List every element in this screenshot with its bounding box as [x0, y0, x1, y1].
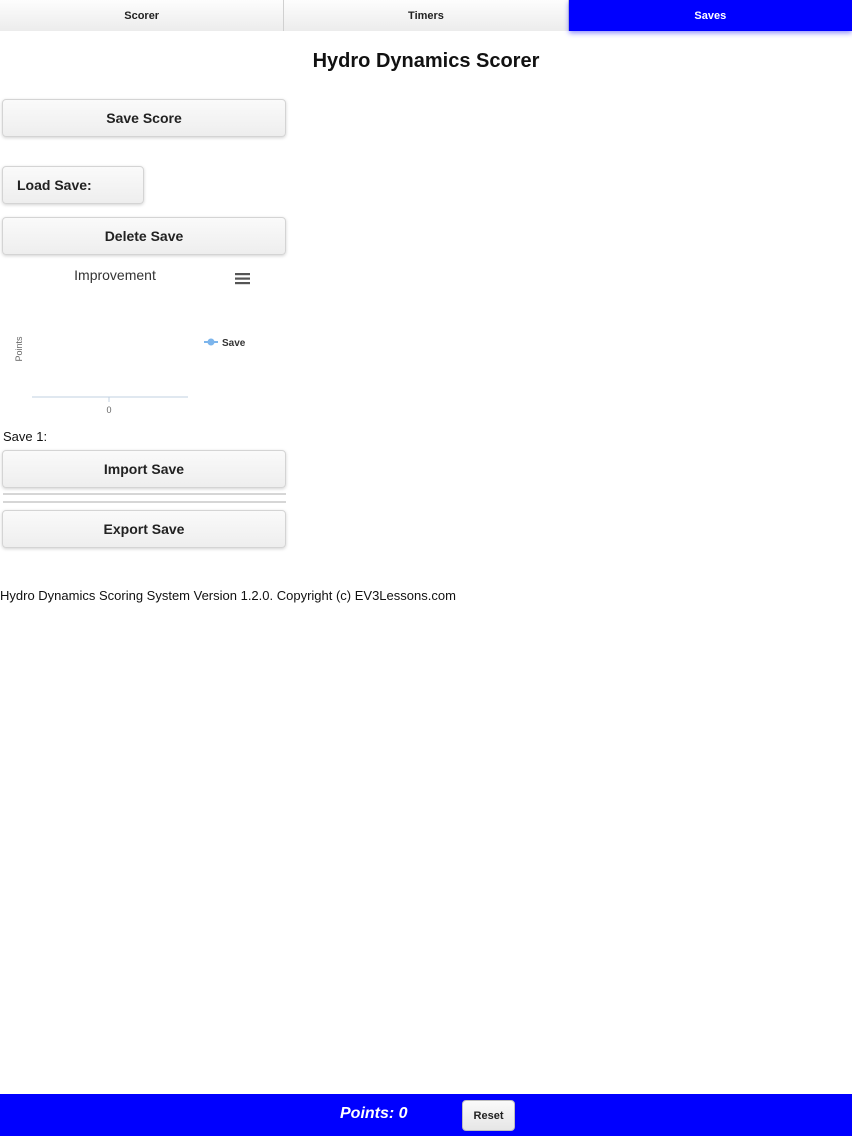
legend-item-save[interactable]: [204, 338, 246, 349]
export-save-button[interactable]: Export Save: [2, 510, 286, 548]
improvement-chart: [0, 264, 290, 424]
tab-timers[interactable]: Timers: [284, 0, 568, 31]
divider: [3, 501, 286, 503]
tab-scorer[interactable]: Scorer: [0, 0, 284, 31]
page-title: Hydro Dynamics Scorer: [312, 50, 540, 72]
hamburger-menu-icon[interactable]: [235, 273, 250, 284]
y-axis-label: Points: [14, 336, 24, 362]
chart-svg: [0, 264, 290, 424]
chart-title: Improvement: [74, 267, 156, 283]
delete-save-button[interactable]: Delete Save: [2, 217, 286, 255]
x-tick-label: 0: [106, 405, 112, 415]
footer-copyright: Hydro Dynamics Scoring System Version 1.2.0. Copyright (c) EV3Lessons.com: [0, 588, 456, 603]
save-score-button[interactable]: Save Score: [2, 99, 286, 137]
legend-label: Save: [222, 338, 246, 349]
tab-bar: [0, 0, 852, 31]
import-save-button[interactable]: Import Save: [2, 450, 286, 488]
reset-button[interactable]: Reset: [462, 1100, 515, 1131]
save-item-label: Save 1:: [3, 429, 48, 444]
points-display: Points: 0: [340, 1105, 408, 1122]
bottom-bar: [0, 1094, 852, 1136]
divider: [3, 493, 286, 495]
load-save-button[interactable]: Load Save:: [2, 166, 144, 204]
legend-marker: [208, 339, 215, 346]
tab-saves[interactable]: Saves: [569, 0, 852, 31]
